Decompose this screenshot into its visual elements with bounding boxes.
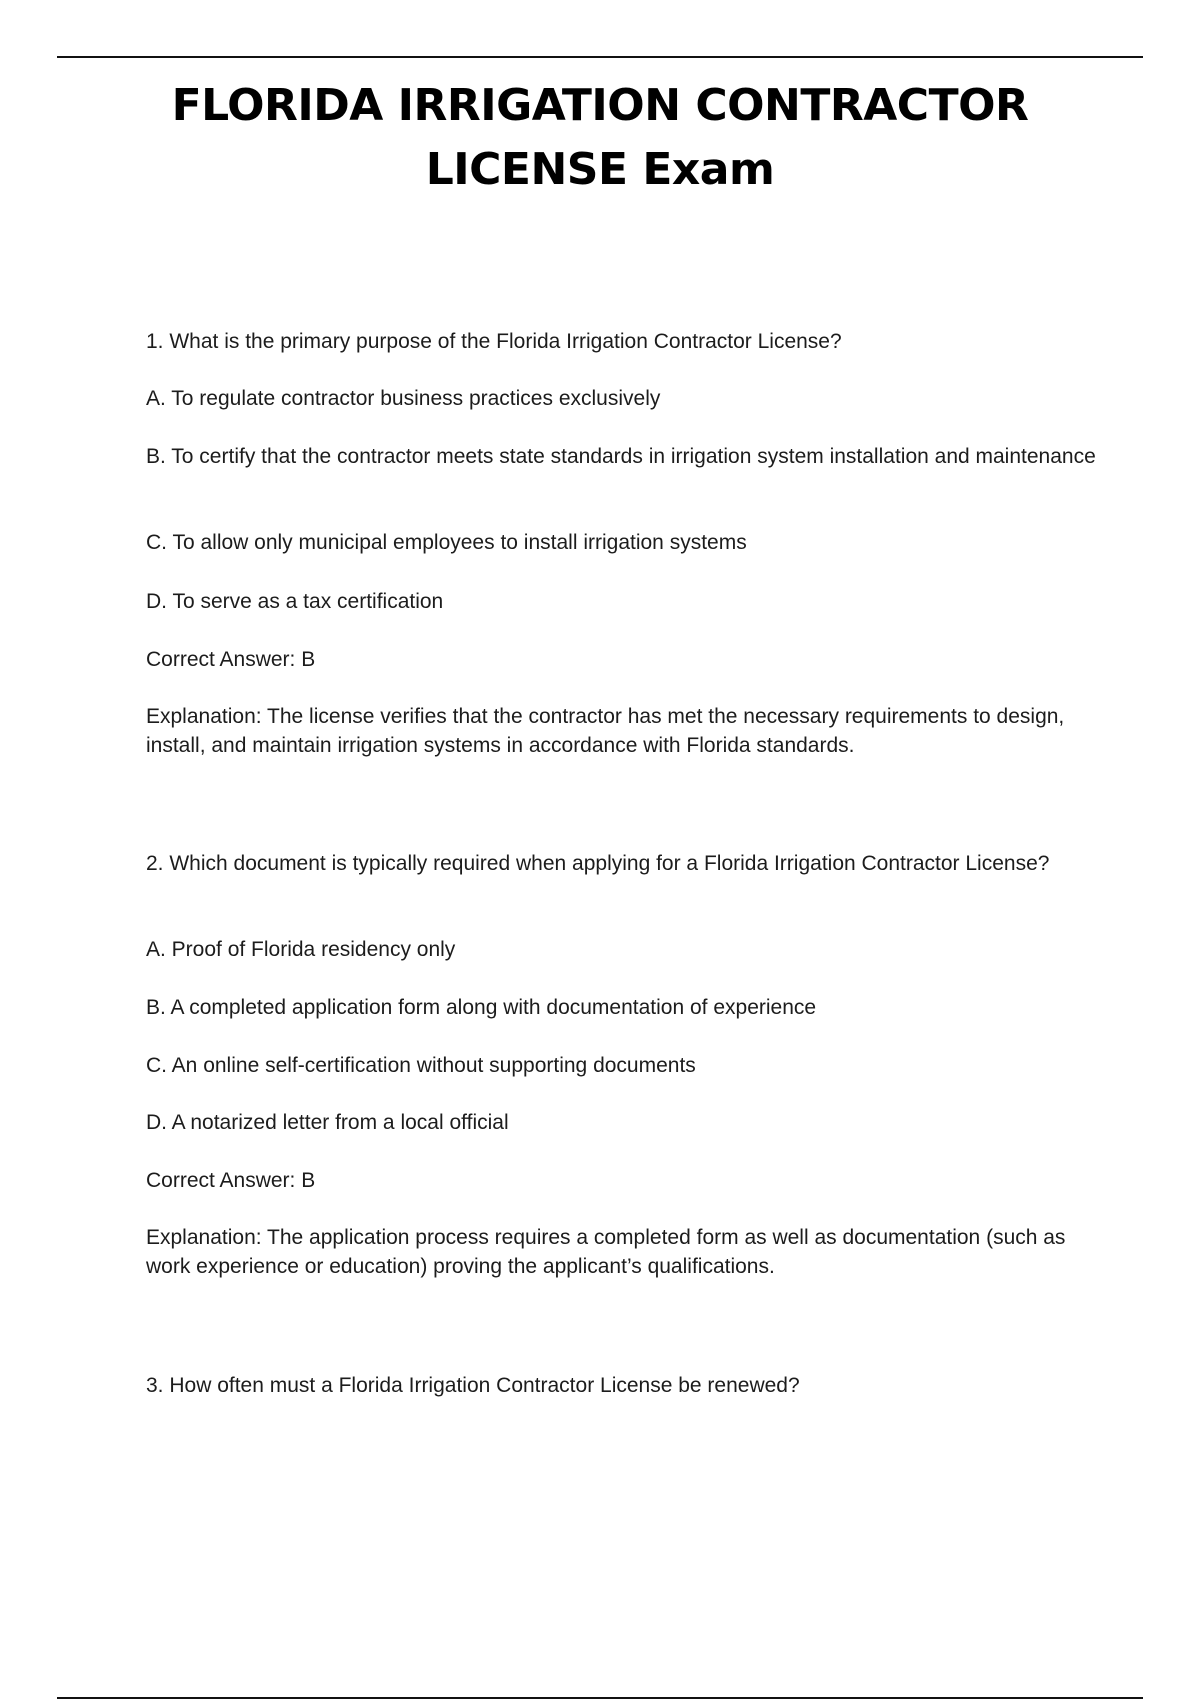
question-2-option-c: C. An online self-certification without supporting documents — [146, 1054, 696, 1077]
question-1-option-a: A. To regulate contractor business practices exclusively — [146, 387, 661, 410]
question-1-answer: Correct Answer: B — [146, 648, 316, 671]
question-2-answer: Correct Answer: B — [146, 1169, 316, 1192]
question-2-option-d: D. A notarized letter from a local official — [146, 1111, 509, 1134]
question-3-text: 3. How often must a Florida Irrigation Contractor License be renewed? — [146, 1374, 800, 1397]
question-2-option-b: B. A completed application form along with documentation of experience — [146, 996, 817, 1019]
question-1-option-d: D. To serve as a tax certification — [146, 590, 444, 613]
question-1-option-c: C. To allow only municipal employees to install irrigation systems — [146, 531, 747, 554]
question-2-text: 2. Which document is typically required when applying for a Florida Irrigation Contractor License? — [146, 852, 1050, 875]
question-1-option-b: B. To certify that the contractor meets state standards in irrigation system installation and maintenance — [146, 445, 1096, 468]
title-line-1: FLORIDA IRRIGATION CONTRACTOR — [171, 80, 1029, 131]
bottom-rule — [57, 1697, 1143, 1699]
page-title — [0, 74, 1200, 202]
question-1-text: 1. What is the primary purpose of the Florida Irrigation Contractor License? — [146, 330, 842, 353]
title-line-2: LICENSE Exam — [425, 144, 775, 195]
question-2-option-a: A. Proof of Florida residency only — [146, 938, 456, 961]
top-rule — [57, 56, 1143, 58]
question-1-explanation: Explanation: The license verifies that the contractor has met the necessary requirements to design, install, and maintain irrigation systems in accordance with Florida standards. — [146, 705, 1065, 757]
question-2-explanation: Explanation: The application process requires a completed form as well as documentation (such as work experience or education) proving the applicant’s qualifications. — [146, 1226, 1066, 1278]
